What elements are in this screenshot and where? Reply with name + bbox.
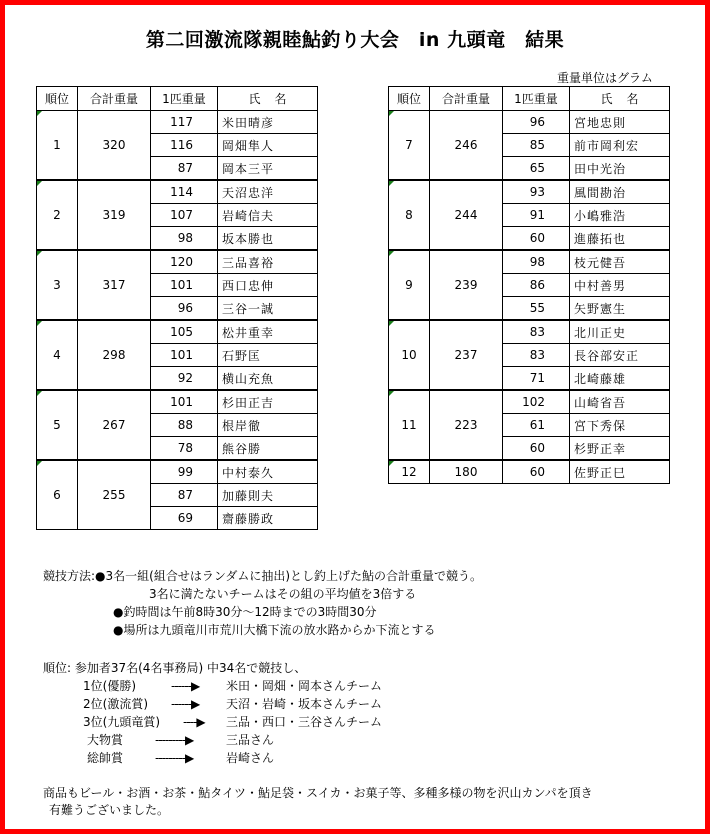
fish-weight-cell: 101 [151,344,218,367]
competition-rules [43,567,482,639]
arrow-icon: ---------▶ [155,733,194,747]
table-row [37,250,318,274]
fish-weight-cell: 78 [151,437,218,461]
angler-name-cell: 風間勘治 [570,180,670,204]
rank-cell: 7 [389,111,430,181]
angler-name-cell: 米田晴彦 [218,111,318,134]
angler-name-cell: 坂本勝也 [218,227,318,251]
angler-name-cell: 石野匡 [218,344,318,367]
angler-name-cell: 齋藤勝政 [218,507,318,530]
table-row [389,320,670,344]
total-weight-cell: 255 [78,460,151,530]
rank-cell: 9 [389,250,430,320]
total-weight-cell: 267 [78,390,151,460]
table-header-row [37,87,318,111]
fish-weight-cell: 71 [503,367,570,391]
ranking-summary [43,659,383,767]
rule-item: 3名に満たないチームはその組の平均値を3倍する [149,587,417,601]
header-rank: 順位 [389,87,430,111]
table-row [389,460,670,484]
angler-name-cell: 北崎藤雄 [570,367,670,391]
angler-name-cell: 宮下秀保 [570,414,670,437]
fish-weight-cell: 83 [503,320,570,344]
fish-weight-cell: 101 [151,390,218,414]
page-title: 第二回激流隊親睦鮎釣り大会 in 九頭竜 結果 [145,29,565,51]
fish-weight-cell: 114 [151,180,218,204]
award-result: 三品・西口・三谷さんチーム [226,715,383,729]
table-header-row [389,87,670,111]
rank-cell: 3 [37,250,78,320]
angler-name-cell: 西口忠伸 [218,274,318,297]
fish-weight-cell: 69 [151,507,218,530]
angler-name-cell: 宮地忠則 [570,111,670,134]
angler-name-cell: 前市岡利宏 [570,134,670,157]
table-row [389,180,670,204]
angler-name-cell: 中村善男 [570,274,670,297]
arrow-icon: ------▶ [171,679,200,693]
rank-cell: 2 [37,180,78,250]
total-weight-cell: 298 [78,320,151,390]
table-row [37,320,318,344]
angler-name-cell: 岡本三平 [218,157,318,181]
table-row [37,390,318,414]
fish-weight-cell: 107 [151,204,218,227]
table-row [37,460,318,484]
angler-name-cell: 三品喜裕 [218,250,318,274]
angler-name-cell: 熊谷勝 [218,437,318,461]
closing-line: 有難うございました。 [49,803,170,817]
angler-name-cell: 矢野憲生 [570,297,670,321]
angler-name-cell: 根岸徹 [218,414,318,437]
total-weight-cell: 244 [430,180,503,250]
closing-note [43,785,593,819]
header-name: 氏名 [570,87,670,111]
angler-name-cell: 進藤拓也 [570,227,670,251]
rank-cell: 8 [389,180,430,250]
award-row [43,677,383,695]
rank-cell: 6 [37,460,78,530]
award-result: 天沼・岩崎・坂本さんチーム [226,697,383,711]
award-result: 岩崎さん [226,751,275,765]
award-label: 総帥賞 [87,751,124,765]
angler-name-cell: 北川正史 [570,320,670,344]
total-weight-cell: 246 [430,111,503,181]
header-weight: 1匹重量 [503,87,570,111]
fish-weight-cell: 55 [503,297,570,321]
fish-weight-cell: 83 [503,344,570,367]
total-weight-cell: 237 [430,320,503,390]
angler-name-cell: 天沼忠洋 [218,180,318,204]
award-result: 米田・岡畑・岡本さんチーム [226,679,383,693]
arrow-icon: ---------▶ [155,751,194,765]
fish-weight-cell: 87 [151,484,218,507]
table-row [37,180,318,204]
header-rank: 順位 [37,87,78,111]
fish-weight-cell: 92 [151,367,218,391]
fish-weight-cell: 98 [503,250,570,274]
total-weight-cell: 319 [78,180,151,250]
total-weight-cell: 317 [78,250,151,320]
header-total: 合計重量 [78,87,151,111]
angler-name-cell: 岩崎信夫 [218,204,318,227]
table-row [389,250,670,274]
award-label: 1位(優勝) [83,679,136,693]
fish-weight-cell: 65 [503,157,570,181]
ranking-intro: 順位: 参加者37名(4名事務局) 中34名で競技し、 [43,661,307,675]
closing-line: 商品もビール・お酒・お茶・鮎タイツ・鮎足袋・スイカ・お菓子等、多種多様の物を沢山カンパを頂き [43,786,593,800]
angler-name-cell: 田中光治 [570,157,670,181]
table-row [389,111,670,134]
table-row [389,390,670,414]
rank-cell: 11 [389,390,430,460]
award-row [43,713,383,731]
fish-weight-cell: 60 [503,437,570,461]
angler-name-cell: 山崎省吾 [570,390,670,414]
fish-weight-cell: 60 [503,460,570,484]
rule-item: ●釣時間は午前8時30分～12時までの3時間30分 [113,605,377,619]
award-row [43,731,306,749]
fish-weight-cell: 85 [503,134,570,157]
fish-weight-cell: 60 [503,227,570,251]
fish-weight-cell: 101 [151,274,218,297]
fish-weight-cell: 116 [151,134,218,157]
award-result: 三品さん [226,733,275,747]
unit-note: 重量単位はグラム [557,71,653,85]
rank-cell: 1 [37,111,78,181]
angler-name-cell: 三谷一誠 [218,297,318,321]
fish-weight-cell: 98 [151,227,218,251]
fish-weight-cell: 117 [151,111,218,134]
fish-weight-cell: 96 [151,297,218,321]
rank-cell: 4 [37,320,78,390]
table-row [37,111,318,134]
angler-name-cell: 中村泰久 [218,460,318,484]
angler-name-cell: 松井重幸 [218,320,318,344]
results-table-left [36,86,318,530]
total-weight-cell: 320 [78,111,151,181]
total-weight-cell: 223 [430,390,503,460]
fish-weight-cell: 99 [151,460,218,484]
fish-weight-cell: 61 [503,414,570,437]
angler-name-cell: 杉野正幸 [570,437,670,461]
angler-name-cell: 枝元健吾 [570,250,670,274]
results-table-right [388,86,670,484]
header-name: 氏名 [218,87,318,111]
rank-cell: 12 [389,460,430,484]
rank-cell: 10 [389,320,430,390]
fish-weight-cell: 86 [503,274,570,297]
header-weight: 1匹重量 [151,87,218,111]
fish-weight-cell: 91 [503,204,570,227]
angler-name-cell: 長谷部安正 [570,344,670,367]
rule-item: ●場所は九頭竜川市荒川大橋下流の放水路からか下流とする [113,623,436,637]
fish-weight-cell: 102 [503,390,570,414]
header-total: 合計重量 [430,87,503,111]
fish-weight-cell: 93 [503,180,570,204]
fish-weight-cell: 87 [151,157,218,181]
fish-weight-cell: 105 [151,320,218,344]
award-label: 3位(九頭竜賞) [83,715,160,729]
arrow-icon: ----▶ [183,715,205,729]
award-row [43,695,383,713]
angler-name-cell: 杉田正吉 [218,390,318,414]
fish-weight-cell: 96 [503,111,570,134]
angler-name-cell: 加藤則夫 [218,484,318,507]
award-label: 大物賞 [87,733,124,747]
award-row [43,749,306,767]
angler-name-cell: 岡畑隼人 [218,134,318,157]
angler-name-cell: 横山充魚 [218,367,318,391]
fish-weight-cell: 88 [151,414,218,437]
angler-name-cell: 小嶋雅浩 [570,204,670,227]
rules-label: 競技方法: [43,569,96,583]
rank-cell: 5 [37,390,78,460]
arrow-icon: ------▶ [171,697,200,711]
rule-item: ●3名一組(組合せはランダムに抽出)とし釣上げた鮎の合計重量で競う。 [95,569,483,583]
total-weight-cell: 239 [430,250,503,320]
total-weight-cell: 180 [430,460,503,484]
award-label: 2位(激流賞) [83,697,148,711]
angler-name-cell: 佐野正巳 [570,460,670,484]
fish-weight-cell: 120 [151,250,218,274]
